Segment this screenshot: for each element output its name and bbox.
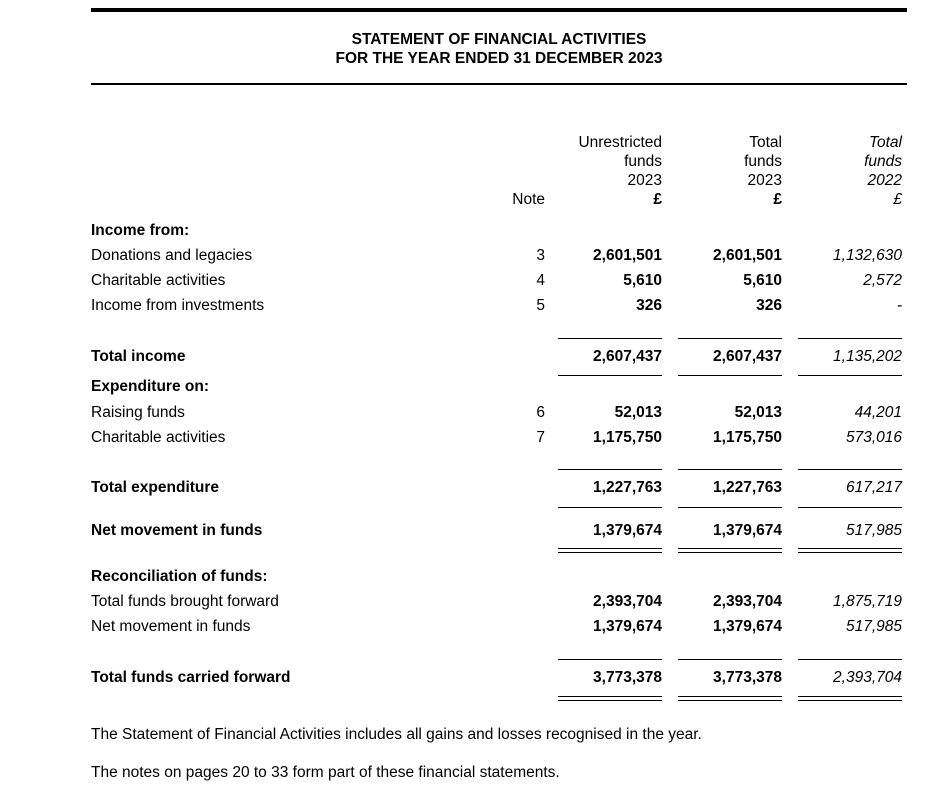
row-note-investments: 5 [536, 297, 545, 314]
column-header-unrestricted [540, 133, 662, 209]
value-net-movement-unrestricted: 1,379,674 [593, 522, 662, 539]
row-label-net-movement-reconciliation: Net movement in funds [91, 618, 251, 635]
double-rule-net-movement-2b [678, 552, 782, 553]
rule-below-total-income-2 [678, 375, 782, 376]
double-rule-carried-forward-3a [798, 696, 902, 697]
value-investments-total-2023: 326 [756, 297, 782, 314]
row-note-donations: 3 [536, 247, 545, 264]
value-net-movement-reconciliation-total-2022: 517,985 [845, 618, 902, 635]
header-total2022-line1: Total [868, 134, 902, 151]
value-carried-forward-total-2022: 2,393,704 [833, 669, 902, 686]
rule-above-total-income-1 [558, 338, 662, 339]
row-label-total-expenditure: Total expenditure [91, 479, 220, 496]
value-raising-funds-total-2022: 44,201 [854, 404, 902, 421]
rule-above-total-expenditure-3 [798, 469, 902, 470]
row-label-charitable-expenditure: Charitable activities [91, 429, 226, 446]
header-total2022-line3: 2022 [867, 172, 902, 189]
value-net-movement-reconciliation-unrestricted: 1,379,674 [593, 618, 662, 635]
value-carried-forward-unrestricted: 3,773,378 [593, 669, 662, 686]
value-total-income-unrestricted: 2,607,437 [593, 348, 662, 365]
rule-above-total-income-3 [798, 338, 902, 339]
value-total-expenditure-total-2022: 617,217 [845, 479, 902, 496]
header-total2023-line2: funds [744, 153, 782, 170]
row-label-net-movement: Net movement in funds [91, 522, 263, 539]
value-charitable-expenditure-unrestricted: 1,175,750 [593, 429, 662, 446]
row-note-charitable-expenditure: 7 [536, 429, 545, 446]
double-rule-net-movement-2a [678, 548, 782, 549]
value-net-movement-total-2023: 1,379,674 [713, 522, 782, 539]
rule-above-carried-forward-3 [798, 659, 902, 660]
value-net-movement-reconciliation-total-2023: 1,379,674 [713, 618, 782, 635]
top-rule [91, 8, 907, 12]
header-total2023-currency: £ [773, 191, 782, 208]
header-unrestricted-line1: Unrestricted [578, 134, 662, 151]
column-header-total-2022 [780, 133, 902, 209]
value-brought-forward-total-2022: 1,875,719 [833, 593, 902, 610]
rule-below-total-expenditure-1 [558, 507, 662, 508]
row-label-charitable-income: Charitable activities [91, 272, 226, 289]
row-label-investments: Income from investments [91, 297, 265, 314]
double-rule-carried-forward-1a [558, 696, 662, 697]
rule-above-total-expenditure-2 [678, 469, 782, 470]
header-total2022-currency: £ [893, 191, 902, 208]
value-brought-forward-total-2023: 2,393,704 [713, 593, 782, 610]
value-carried-forward-total-2023: 3,773,378 [713, 669, 782, 686]
title-rule [91, 83, 907, 85]
value-donations-total-2023: 2,601,501 [713, 247, 782, 264]
row-label-carried-forward: Total funds carried forward [91, 669, 291, 686]
value-net-movement-total-2022: 517,985 [845, 522, 902, 539]
statement-period: FOR THE YEAR ENDED 31 DECEMBER 2023 [335, 50, 663, 67]
header-unrestricted-line3: 2023 [627, 172, 662, 189]
header-total2023-line3: 2023 [747, 172, 782, 189]
double-rule-carried-forward-1b [558, 700, 662, 701]
value-total-expenditure-total-2023: 1,227,763 [713, 479, 782, 496]
double-rule-carried-forward-2a [678, 696, 782, 697]
value-total-expenditure-unrestricted: 1,227,763 [593, 479, 662, 496]
rule-above-carried-forward-1 [558, 659, 662, 660]
column-header-total-2023 [660, 133, 782, 209]
footer-note-pages: The notes on pages 20 to 33 form part of these financial statements. [91, 764, 560, 781]
value-raising-funds-unrestricted: 52,013 [614, 404, 662, 421]
header-unrestricted-line2: funds [624, 153, 662, 170]
rule-above-carried-forward-2 [678, 659, 782, 660]
header-total2023-line1: Total [749, 134, 782, 151]
rule-below-total-income-1 [558, 375, 662, 376]
rule-below-total-expenditure-2 [678, 507, 782, 508]
value-charitable-income-unrestricted: 5,610 [623, 272, 662, 289]
footer-note-gains-losses: The Statement of Financial Activities includes all gains and losses recognised in the year. [91, 726, 702, 743]
section-expenditure-on: Expenditure on: [91, 378, 209, 395]
row-label-brought-forward: Total funds brought forward [91, 593, 279, 610]
value-charitable-expenditure-total-2022: 573,016 [845, 429, 902, 446]
double-rule-net-movement-1b [558, 552, 662, 553]
rule-above-total-expenditure-1 [558, 469, 662, 470]
value-donations-unrestricted: 2,601,501 [593, 247, 662, 264]
header-unrestricted-currency: £ [653, 191, 662, 208]
row-label-total-income: Total income [91, 348, 186, 365]
value-raising-funds-total-2023: 52,013 [734, 404, 782, 421]
statement-title: STATEMENT OF FINANCIAL ACTIVITIES [351, 31, 647, 48]
value-brought-forward-unrestricted: 2,393,704 [593, 593, 662, 610]
rule-below-total-expenditure-3 [798, 507, 902, 508]
rule-above-total-income-2 [678, 338, 782, 339]
row-note-raising-funds: 6 [536, 404, 545, 421]
value-investments-unrestricted: 326 [636, 297, 662, 314]
double-rule-net-movement-3b [798, 552, 902, 553]
double-rule-net-movement-1a [558, 548, 662, 549]
double-rule-carried-forward-3b [798, 700, 902, 701]
section-reconciliation: Reconciliation of funds: [91, 568, 268, 585]
row-note-charitable-income: 4 [536, 272, 545, 289]
value-charitable-income-total-2022: 2,572 [863, 272, 902, 289]
value-investments-total-2022: - [896, 297, 902, 314]
value-charitable-expenditure-total-2023: 1,175,750 [713, 429, 782, 446]
rule-below-total-income-3 [798, 375, 902, 376]
row-label-raising-funds: Raising funds [91, 404, 185, 421]
value-charitable-income-total-2023: 5,610 [743, 272, 782, 289]
value-total-income-total-2022: 1,135,202 [833, 348, 902, 365]
row-label-donations: Donations and legacies [91, 247, 253, 264]
section-income-from: Income from: [91, 222, 190, 239]
column-header-note: Note [512, 191, 545, 208]
value-total-income-total-2023: 2,607,437 [713, 348, 782, 365]
header-total2022-line2: funds [864, 153, 902, 170]
value-donations-total-2022: 1,132,630 [833, 247, 902, 264]
double-rule-net-movement-3a [798, 548, 902, 549]
double-rule-carried-forward-2b [678, 700, 782, 701]
